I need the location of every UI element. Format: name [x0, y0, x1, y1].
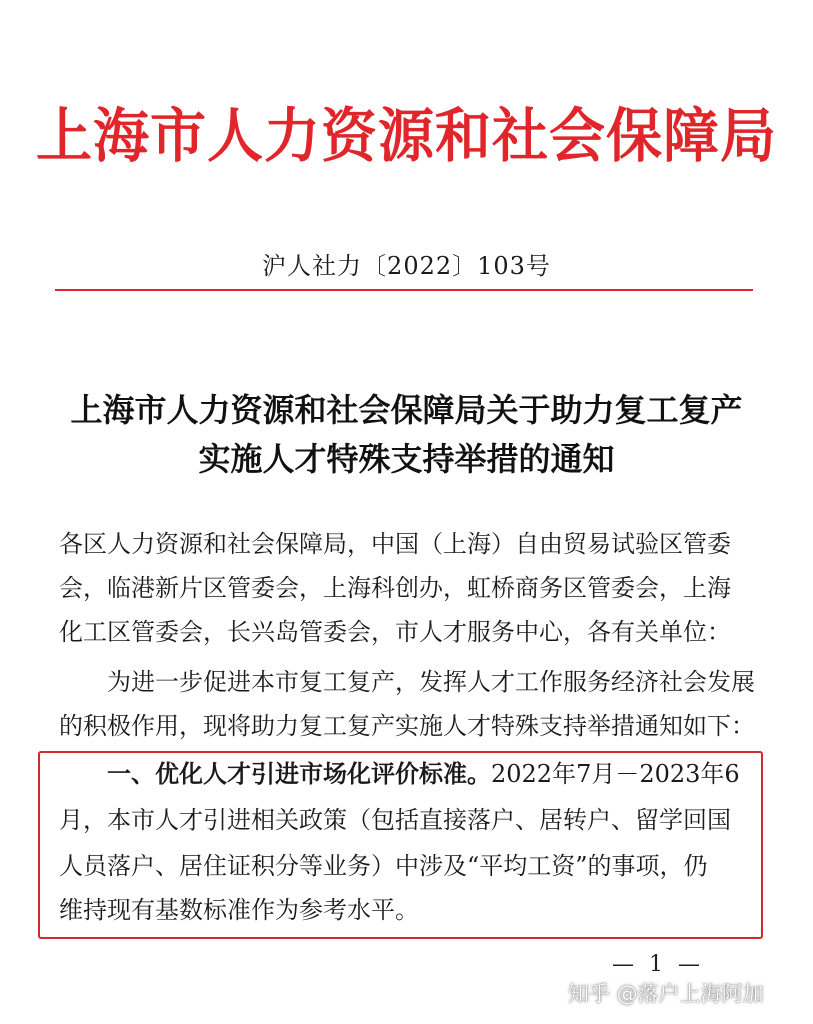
red-divider-line — [55, 289, 753, 291]
section-1-line-4: 维持现有基数标准作为参考水平。 — [59, 896, 419, 924]
issuing-authority-masthead: 上海市人力资源和社会保障局 — [36, 101, 777, 171]
section-1-line-3: 人员落户、居住证积分等业务）中涉及“平均工资”的事项，仍 — [59, 852, 708, 880]
section-1-line-1 — [107, 752, 807, 796]
intro-line-2: 的积极作用，现将助力复工复产实施人才特殊支持举措通知如下： — [59, 712, 755, 740]
addressees-line-3: 化工区管委会，长兴岛管委会，市人才服务中心，各有关单位： — [59, 618, 731, 646]
addressees-line-1: 各区人力资源和社会保障局，中国（上海）自由贸易试验区管委 — [59, 530, 731, 558]
zhihu-watermark: 知乎 @落户上海阿加 — [568, 982, 764, 1006]
intro-line-1: 为进一步促进本市复工复产，发挥人才工作服务经济社会发展 — [107, 668, 755, 696]
section-1-line-2: 月，本市人才引进相关政策（包括直接落户、居转户、留学回国 — [59, 806, 731, 834]
document-title-line-2: 实施人才特殊支持举措的通知 — [198, 440, 615, 478]
document-title-line-1: 上海市人力资源和社会保障局关于助力复工复产 — [70, 391, 743, 429]
section-1-date-range: 2022年7月－2023年6 — [491, 760, 740, 788]
addressees-line-2: 会，临港新片区管委会，上海科创办，虹桥商务区管委会，上海 — [59, 574, 731, 602]
document-number: 沪人社力〔2022〕103号 — [262, 252, 551, 280]
section-1-heading: 一、优化人才引进市场化评价标准。 — [107, 759, 491, 788]
page-number: — 1 — — [612, 952, 704, 977]
